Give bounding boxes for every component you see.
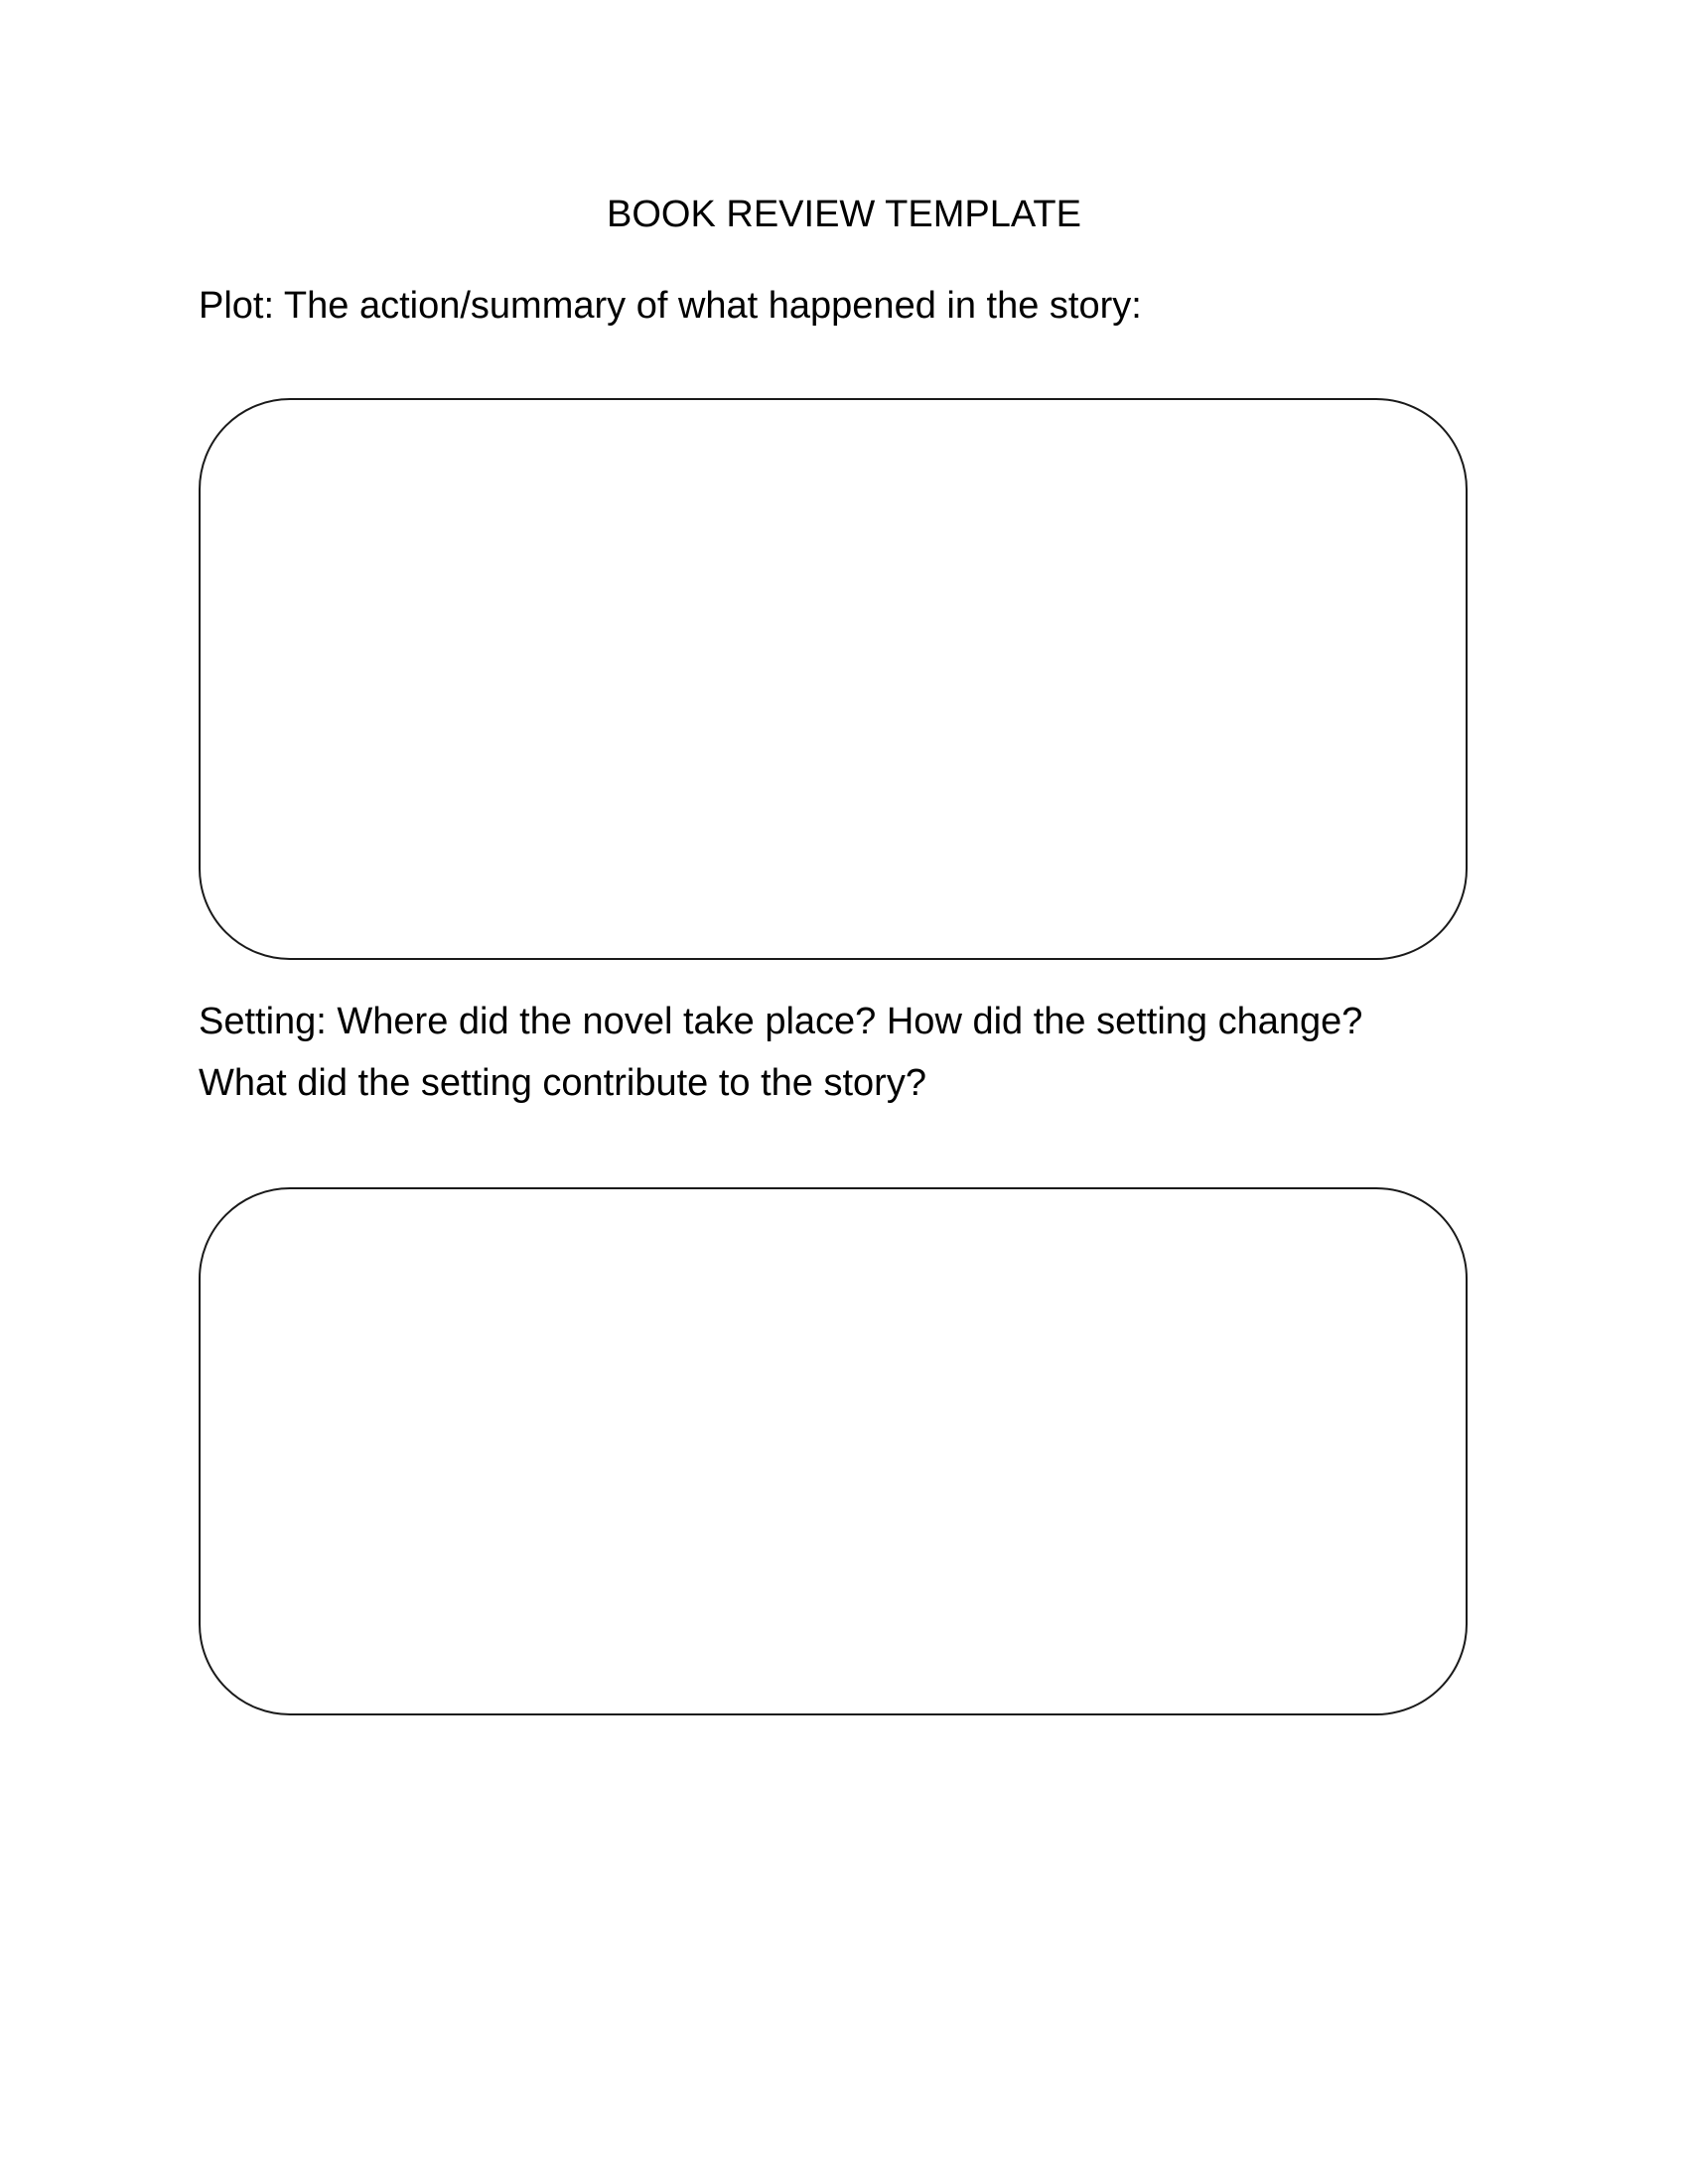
plot-answer-box[interactable]	[199, 398, 1468, 960]
plot-prompt: Plot: The action/summary of what happened in the story:	[199, 285, 1142, 327]
setting-prompt	[199, 991, 1489, 1114]
page-title: BOOK REVIEW TEMPLATE	[607, 194, 1081, 235]
setting-prompt-line-2: What did the setting contribute to the story?	[199, 1062, 926, 1104]
setting-prompt-line-1: Setting: Where did the novel take place? How did the setting change?	[199, 1001, 1363, 1042]
setting-answer-box[interactable]	[199, 1187, 1468, 1715]
